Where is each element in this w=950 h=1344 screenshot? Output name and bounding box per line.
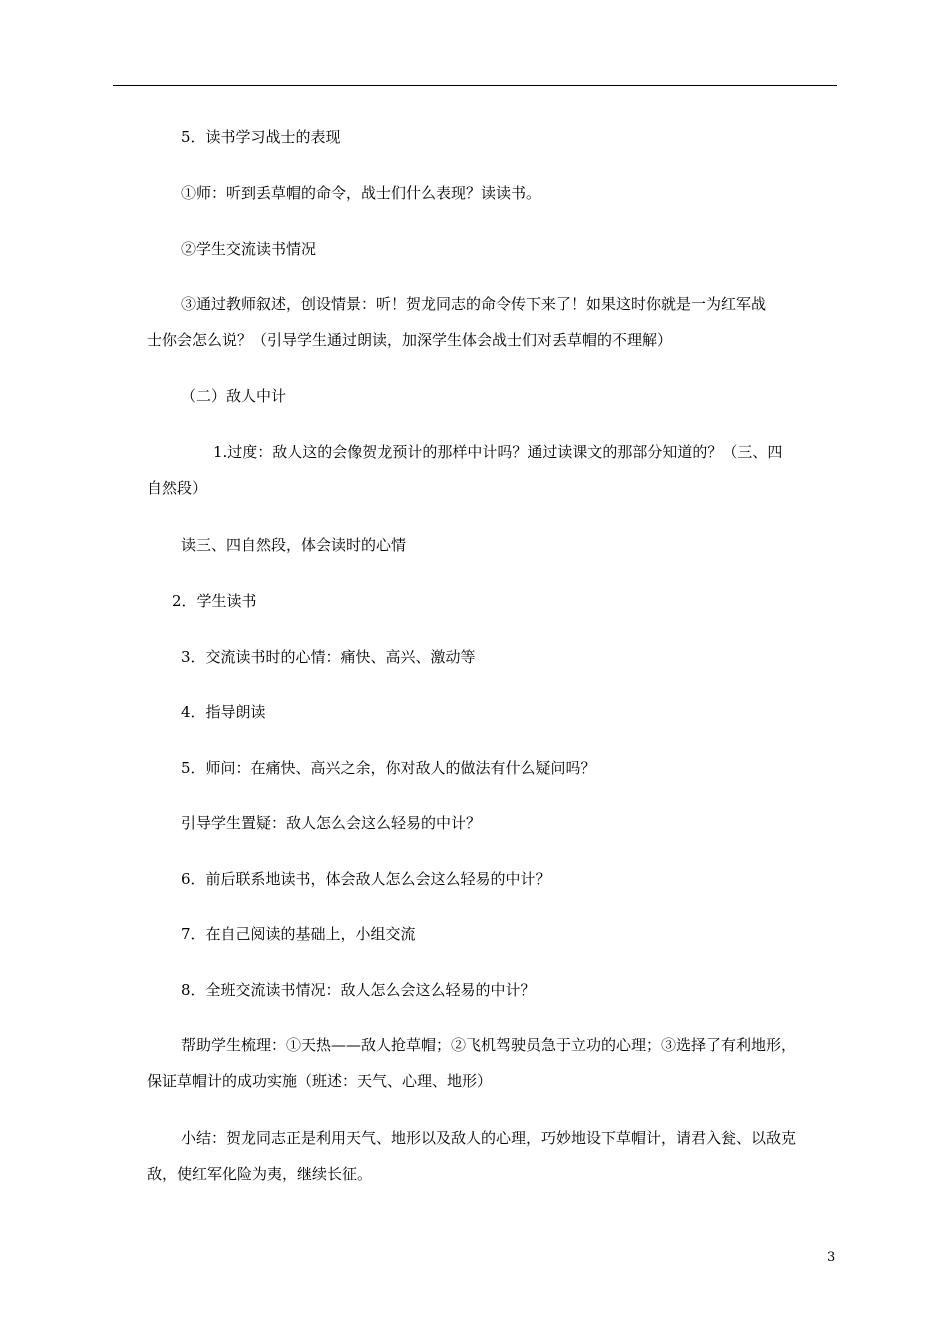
- paragraph-15: 8．全班交流读书情况：敌人怎么会这么轻易的中计？: [181, 981, 536, 999]
- paragraph-17: [147, 1120, 839, 1192]
- paragraph-10: 4．指导朗读: [181, 703, 266, 721]
- section-heading: （二）敌人中计: [181, 387, 287, 405]
- paragraph-3: ②学生交流读书情况: [181, 240, 317, 258]
- paragraph-4-line-1: ③通过教师叙述，创设情景：听！贺龙同志的命令传下来了！如果这时你就是一为红军战: [181, 295, 767, 313]
- paragraph-1: 5．读书学习战士的表现: [181, 128, 341, 146]
- paragraph-17-line-1: 小结：贺龙同志正是利用天气、地形以及敌人的心理，巧妙地设下草帽计，请君入瓮、以敌克: [181, 1129, 797, 1147]
- paragraph-17-line-2: 敌，使红军化险为夷，继续长征。: [147, 1165, 373, 1183]
- paragraph-16-line-1: 帮助学生梳理：①天热——敌人抢草帽；②飞机驾驶员急于立功的心理；③选择了有利地形，: [181, 1036, 797, 1054]
- paragraph-13: 6．前后联系地读书，体会敌人怎么会这么轻易的中计？: [181, 870, 551, 888]
- paragraph-6-line-1: 1.过度：敌人这的会像贺龙预计的那样中计吗？通过读课文的那部分知道的？（三、四: [213, 443, 783, 461]
- paragraph-6-line-2: 自然段）: [147, 479, 208, 497]
- paragraph-6: [147, 434, 839, 506]
- paragraph-9: 3．交流读书时的心情：痛快、高兴、激动等: [181, 648, 476, 666]
- paragraph-14: 7．在自己阅读的基础上，小组交流: [181, 925, 416, 943]
- page-number: 3: [827, 1250, 836, 1265]
- paragraph-12: 引导学生置疑：敌人怎么会这么轻易的中计？: [181, 814, 482, 832]
- header-rule: [113, 85, 837, 86]
- paragraph-16-line-2: 保证草帽计的成功实施（班述：天气、心理、地形）: [147, 1072, 493, 1090]
- paragraph-16: [147, 1027, 839, 1099]
- paragraph-2: ①师：听到丢草帽的命令，战士们什么表现？读读书。: [181, 184, 542, 202]
- paragraph-4: [147, 286, 839, 358]
- paragraph-7: 读三、四自然段，体会读时的心情: [181, 536, 407, 554]
- paragraph-8: 2．学生读书: [172, 592, 257, 610]
- paragraph-11: 5．师问：在痛快、高兴之余，你对敌人的做法有什么疑问吗？: [181, 759, 596, 777]
- paragraph-4-line-2: 士你会怎么说？（引导学生通过朗读，加深学生体会战士们对丢草帽的不理解）: [147, 331, 673, 349]
